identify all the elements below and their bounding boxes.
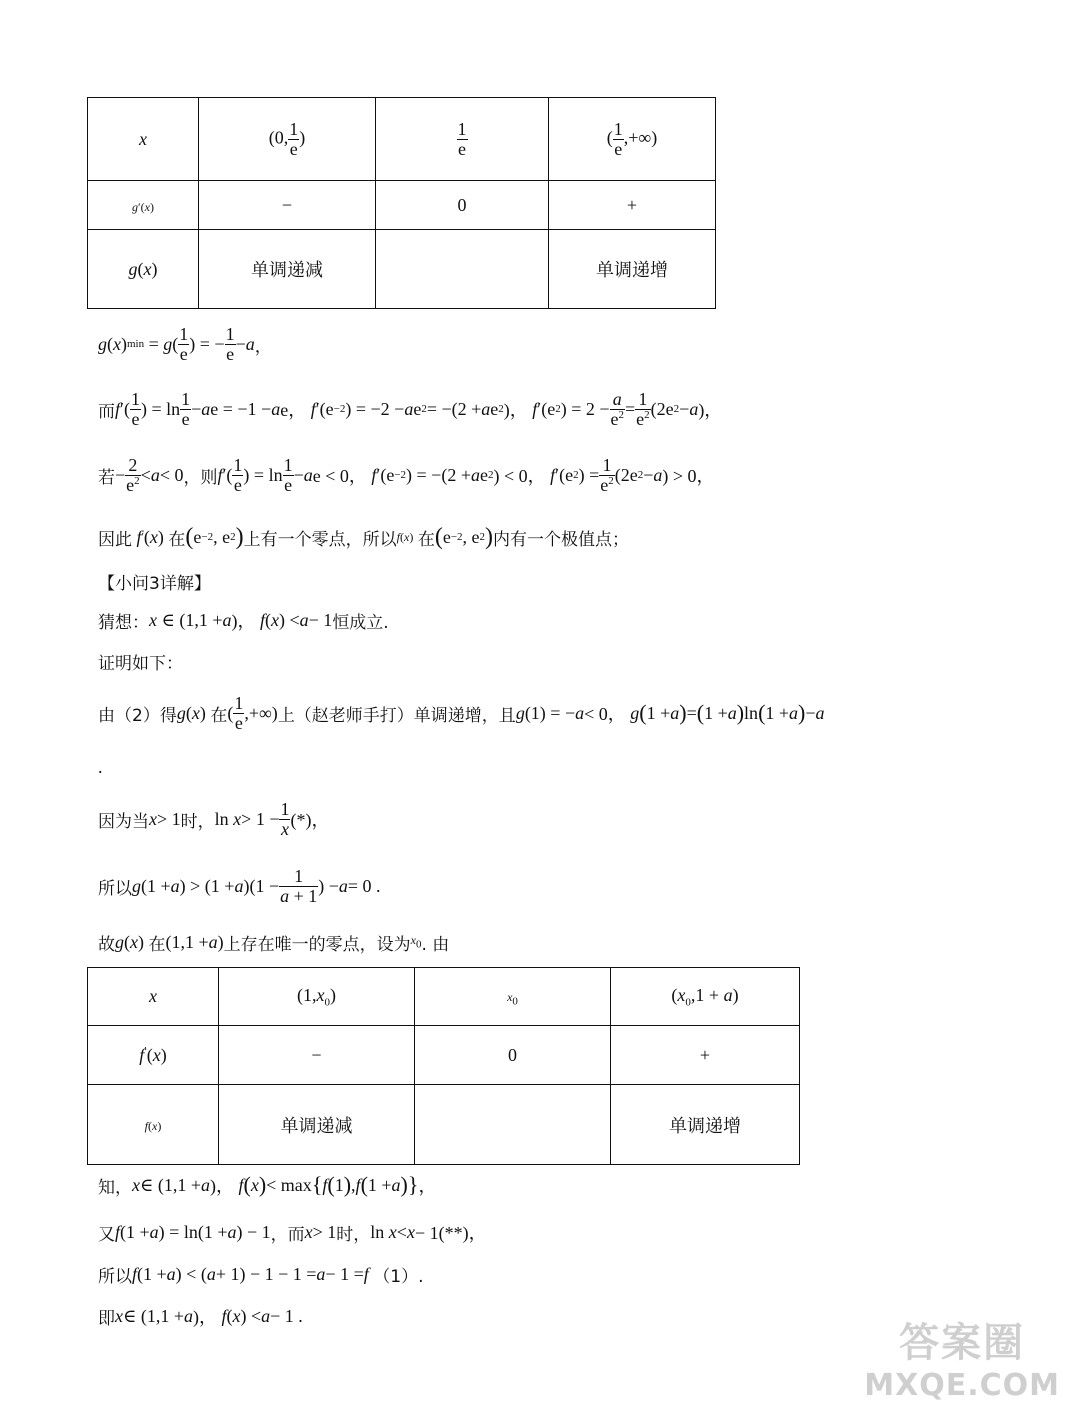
table-cell: f′(x) (88, 1026, 219, 1085)
table-cell: + (611, 1026, 800, 1085)
table-cell: $(x_0,1 + a)$ (611, 968, 800, 1026)
table-cell: 单调递增 (611, 1085, 800, 1165)
equation-fprime-values: 而 f ′( $\frac{1}{e}$ ) = ln $\frac{1}{e}$ − a e = −1 − a e， f ′(e −2 ) = −2 − a e 2 = −(2 + a e 2 )， f ′(e 2 ) = 2 − $\frac{a}{e^2}$ = $\frac{1}{e^2}$ (2e 2 − a )， (98, 388, 723, 429)
table-cell (415, 1085, 611, 1165)
final-conclusion: 即 x ∈ (1,1 + a )， f ( x ) < a − 1 . (98, 1305, 303, 1329)
table-cell: − (199, 181, 376, 230)
table-cell: 单调递增 (549, 230, 716, 309)
table-row (88, 181, 716, 230)
watermark-text: 答案圈 (899, 1320, 1026, 1366)
period: . (98, 756, 103, 777)
conjecture: 猜想： x ∈ (1,1 + a )， f ( x ) < a − 1 恒成立. (98, 609, 389, 633)
table-cell: + (549, 181, 716, 230)
table-cell: $(1,x_0)$ (219, 968, 415, 1026)
table-cell: $\frac{1}{e}$ (376, 98, 549, 181)
variation-table-f (87, 967, 800, 1165)
proof-intro: 证明如下： (98, 653, 183, 674)
max-bound: 知， x ∈ (1,1 + a )， f ( x ) < max { f ( 1 ) , f ( 1 + a ) } ， (98, 1172, 437, 1198)
equation-gmin: g ( x ) min = g ( $\frac{1}{e}$ ) = − $\frac{1}{e}$ − a ， (98, 323, 272, 364)
table-cell: 单调递减 (219, 1085, 415, 1165)
table-row (88, 98, 716, 181)
watermark-url: MXQE.COM (864, 1368, 1060, 1403)
inequality-lnx: 因为当 x > 1 时， ln x > 1 − $\frac{1}{x}$ (*)， (98, 798, 330, 839)
table-cell (376, 230, 549, 309)
table-cell: x (88, 968, 219, 1026)
f-bound: 所以 f (1 + a ) < ( a + 1) − 1 − 1 = a − 1 = f （1）. (98, 1263, 424, 1287)
table-cell: − (219, 1026, 415, 1085)
equation-sign-condition: 若 − $\frac{2}{e^2}$ < a < 0 ，则 f ′( $\frac{1}{e}$ ) = ln $\frac{1}{e}$ − a e < 0， f ′(e −2 ) = −(2 + a e 2 ) < 0， f ′(e 2 ) = $\frac{1}{e^2}$ (2e 2 − a ) > 0， (98, 454, 715, 495)
table-cell: g′(x) (88, 181, 199, 230)
inequality-g: 所以 g (1 + a ) > (1 + a )(1 − $\frac{1}{a + 1}$ ) − a = 0 . (98, 865, 381, 906)
table-cell: f(x) (88, 1085, 219, 1165)
variation-table-g (87, 97, 716, 309)
table-cell: 单调递减 (199, 230, 376, 309)
table-row (88, 1026, 800, 1085)
watermark-logo (864, 1311, 1060, 1403)
table-row (88, 1085, 800, 1165)
table-cell: g(x) (88, 230, 199, 309)
table-cell: (0, $\frac{1}{e}$ ) (199, 98, 376, 181)
table-cell: ( $\frac{1}{e}$ ,+∞) (549, 98, 716, 181)
table-cell: 0 (376, 181, 549, 230)
table-cell: $x_0$ (415, 968, 611, 1026)
section-heading: 【小问3详解】 (98, 573, 211, 594)
table-row (88, 968, 800, 1026)
table-cell: x (88, 98, 199, 181)
unique-zero: 故 g ( x ) 在 (1,1 + a ) 上存在唯一的零点，设为 $x_0$ . 由 (98, 931, 450, 955)
conclusion-extreme-point: 因此 f ′ ( x ) 在 ( e −2 , e 2 ) 上有一个零点，所以 f(x) 在 ( e −2 , e 2 ) 内有一个极值点； (98, 523, 630, 550)
table-cell: 0 (415, 1026, 611, 1085)
f-value: 又 f (1 + a ) = ln(1 + a ) − 1 ，而 x > 1 时， ln x < x − 1(**)， (98, 1221, 487, 1245)
table-row (88, 230, 716, 309)
proof-monotonic: 由（2）得 g ( x ) 在 ( $\frac{1}{e}$ ,+∞) 上（赵老师手打）单调递增，且 g (1) = − a < 0， g ( 1 + a ) = ( 1 + a ) ln ( 1 + a ) − a (98, 692, 825, 733)
